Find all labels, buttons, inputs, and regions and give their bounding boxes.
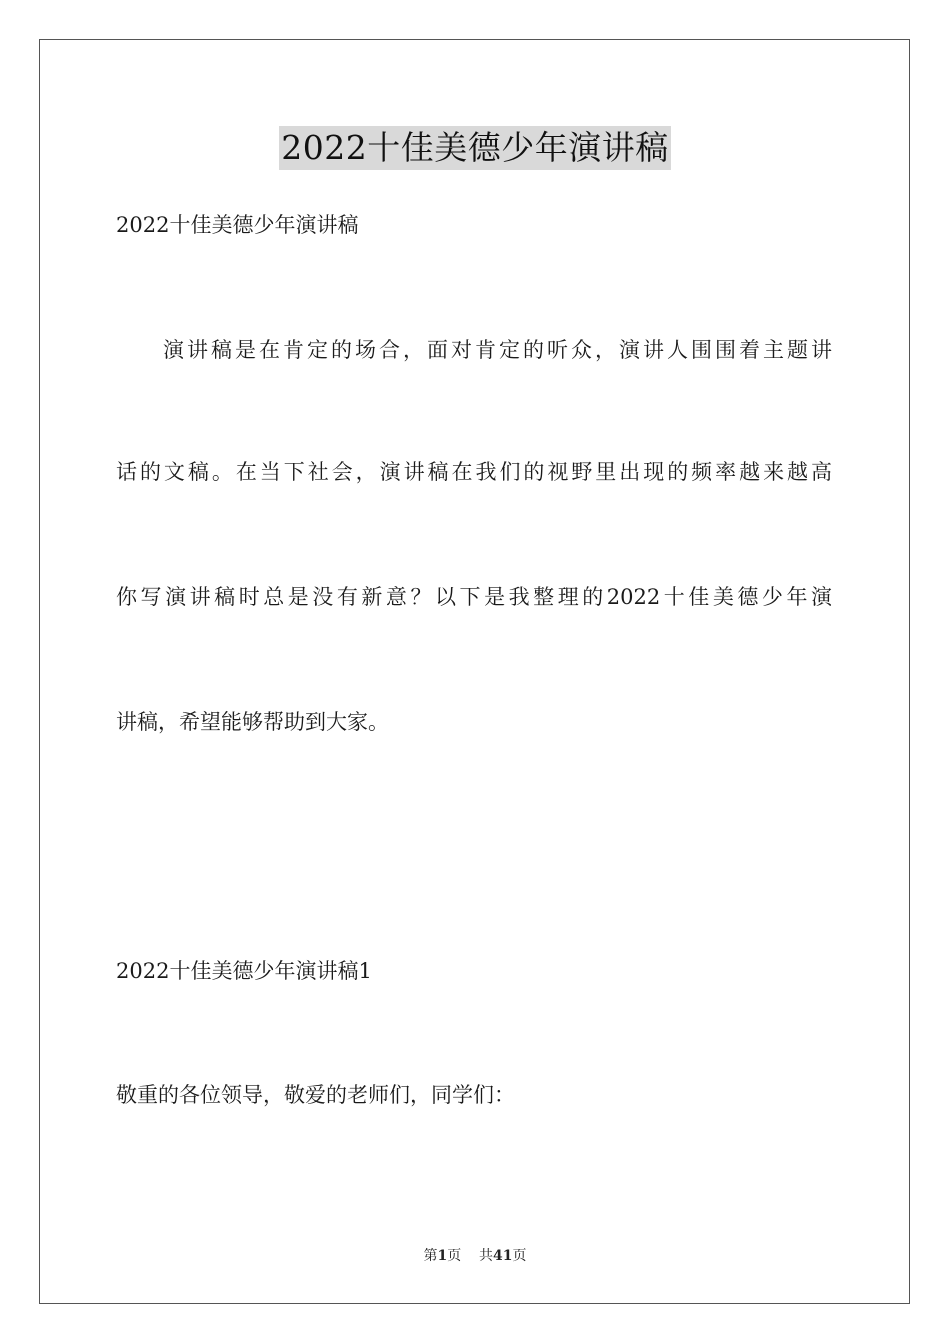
intro-line-3: 你写演讲稿时总是没有新意？以下是我整理的2022十佳美德少年演 <box>116 585 832 609</box>
document-subtitle: 2022十佳美德少年演讲稿 <box>116 213 359 237</box>
footer-page-number: 1 <box>437 1248 448 1264</box>
footer-total-suffix: 页 <box>512 1248 527 1264</box>
intro-line-2: 话的文稿。在当下社会，演讲稿在我们的视野里出现的频率越来越高 <box>116 460 832 484</box>
greeting-line: 敬重的各位领导，敬爱的老师们，同学们： <box>116 1083 515 1107</box>
footer-page-suffix: 页 <box>447 1248 462 1264</box>
document-title: 2022十佳美德少年演讲稿 <box>279 126 670 170</box>
intro-line-4: 讲稿，希望能够帮助到大家。 <box>116 710 389 734</box>
intro-line-1: 演讲稿是在肯定的场合，面对肯定的听众，演讲人围围着主题讲 <box>163 338 832 362</box>
footer-page-prefix: 第 <box>423 1248 438 1264</box>
page-footer <box>0 1247 950 1265</box>
footer-total-prefix: 共 <box>479 1248 494 1264</box>
section-heading: 2022十佳美德少年演讲稿1 <box>116 959 372 983</box>
footer-total-pages: 41 <box>493 1248 513 1264</box>
title-container <box>0 126 950 170</box>
